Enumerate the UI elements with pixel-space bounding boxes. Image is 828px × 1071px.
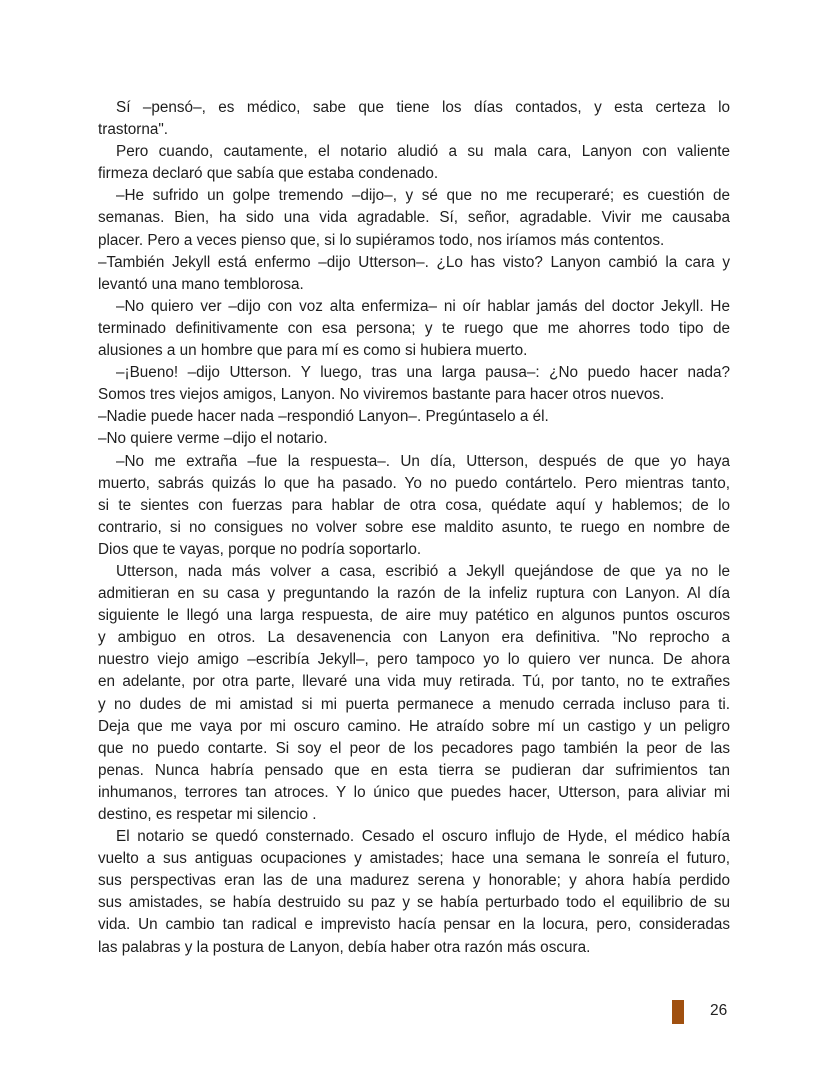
text-line: semanas. Bien, ha sido una vida agradable. Sí, señor, agradable. Vivir me causaba	[98, 209, 730, 227]
text-line: levantó una mano temblorosa.	[98, 275, 304, 293]
text-line: admitieran en su casa y preguntando la razón de la infeliz ruptura con Lanyon. Al día	[98, 585, 730, 603]
text-line: Dios que te vayas, porque no podría soportarlo.	[98, 540, 422, 558]
text-line: placer. Pero a veces pienso que, si lo supiéramos todo, nos iríamos más contentos.	[98, 231, 665, 249]
text-line: –No quiero ver –dijo con voz alta enfermiza– ni oír hablar jamás del doctor Jekyll. He	[116, 297, 730, 315]
text-line: nuestro viejo amigo –escribía Jekyll–, pero tampoco yo lo quiero ver nunca. De ahora	[98, 651, 730, 669]
text-line: en adelante, por otra parte, llevaré una vida muy retirada. Tú, por tanto, no te extrañes	[98, 673, 730, 691]
page-number: 26	[710, 1002, 728, 1019]
text-line: sus amistades, se había destruido su paz y se había perturbado todo el equilibrio de su	[98, 894, 730, 912]
text-line: Somos tres viejos amigos, Lanyon. No viviremos bastante para hacer otros nuevos.	[98, 386, 665, 404]
text-line: –También Jekyll está enfermo –dijo Utterson–. ¿Lo has visto? Lanyon cambió la cara y	[98, 253, 730, 271]
paragraph	[98, 296, 730, 362]
text-line: Deja que me vaya por mi oscuro camino. He atraído sobre mí un castigo y un peligro	[98, 717, 730, 735]
text-line: si te sientes con fuerzas para hablar de otra cosa, quédate aquí y hablemos; de lo	[98, 496, 730, 514]
text-line: y ambiguo en otros. La desavenencia con Lanyon era definitiva. "No reprocho a	[98, 629, 730, 647]
text-line: vuelto a sus antiguas ocupaciones y amistades; hace una semana le sonreía el futuro,	[98, 850, 730, 868]
text-line: muerto, sabrás quizás lo que ha pasado. Yo no puedo contártelo. Pero mientras tanto,	[98, 474, 730, 492]
text-line: Pero cuando, cautamente, el notario aludió a su mala cara, Lanyon con valiente	[116, 143, 730, 161]
paragraph	[98, 451, 730, 561]
paragraph	[98, 428, 730, 450]
text-line: –Nadie puede hacer nada –respondió Lanyon–. Pregúntaselo a él.	[98, 408, 549, 426]
text-line: destino, es respetar mi silencio .	[98, 806, 317, 823]
text-line: –He sufrido un golpe tremendo –dijo–, y sé que no me recuperaré; es cuestión de	[116, 187, 730, 205]
text-line: las palabras y la postura de Lanyon, debía haber otra razón más oscura.	[98, 938, 591, 956]
text-line: El notario se quedó consternado. Cesado el oscuro influjo de Hyde, el médico había	[116, 828, 730, 846]
body-text	[98, 97, 730, 959]
page-marker	[672, 1000, 684, 1024]
text-line: inhumanos, terrores tan atroces. Y lo único que puedes hacer, Utterson, para aliviar mi	[98, 783, 730, 801]
text-line: alusiones a un hombre que para mí es como si hubiera muerto.	[98, 342, 528, 360]
paragraph	[98, 406, 730, 428]
text-line: terminado definitivamente con esa persona; y te ruego que me ahorres todo tipo de	[98, 319, 730, 337]
paragraph	[98, 141, 730, 185]
text-line: Utterson, nada más volver a casa, escribió a Jekyll quejándose de que ya no le	[116, 562, 730, 580]
text-line: que no puedo contarte. Si soy el peor de los pecadores pago también la peor de las	[98, 739, 730, 757]
text-line: vida. Un cambio tan radical e imprevisto hacía pensar en la locura, pero, consideradas	[98, 916, 730, 934]
text-line: trastorna".	[98, 121, 169, 139]
text-line: contrario, si no consigues no volver sobre ese maldito asunto, te ruego en nombre de	[98, 518, 730, 536]
text-line: firmeza declaró que sabía que estaba condenado.	[98, 165, 439, 183]
paragraph	[98, 362, 730, 406]
text-line: –No quiere verme –dijo el notario.	[98, 430, 328, 448]
text-line: sus perspectivas eran las de una madurez serena y honorable; y ahora había perdido	[98, 872, 730, 890]
text-line: –¡Bueno! –dijo Utterson. Y luego, tras una larga pausa–: ¿No puedo hacer nada?	[116, 364, 730, 382]
paragraph	[98, 185, 730, 251]
paragraph	[98, 826, 730, 959]
paragraph	[98, 97, 730, 141]
text-line: Sí –pensó–, es médico, sabe que tiene los días contados, y esta certeza lo	[116, 99, 730, 116]
paragraph	[98, 561, 730, 826]
paragraph	[98, 252, 730, 296]
text-line: siguiente le llegó una larga respuesta, de aire muy patético en algunos puntos oscuros	[98, 607, 730, 625]
text-line: penas. Nunca habría pensado que en esta tierra se pudieran dar sufrimientos tan	[98, 761, 730, 779]
text-line: –No me extraña –fue la respuesta–. Un día, Utterson, después de que yo haya	[116, 452, 730, 470]
text-line: y no dudes de mi amistad si mi puerta permanece a menudo cerrada incluso para ti.	[98, 695, 730, 713]
